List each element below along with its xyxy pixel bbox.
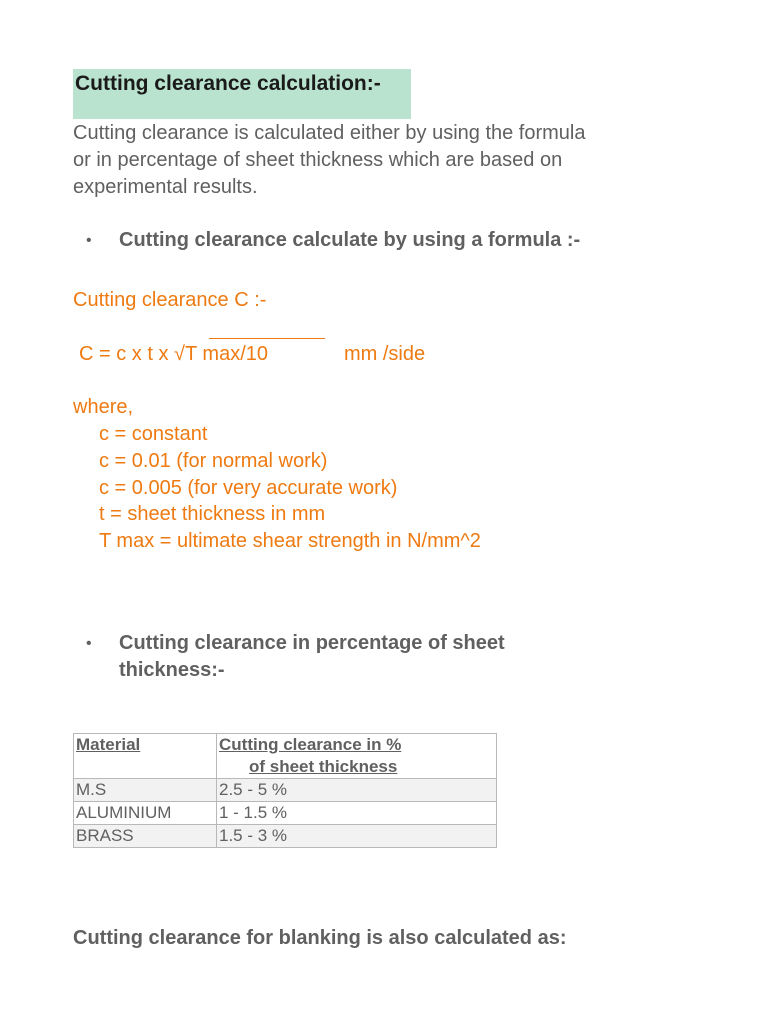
footer-text: Cutting clearance for blanking is also calculated as: [73,927,567,949]
formula-unit: mm /side [344,343,426,365]
table-header-row [74,734,497,779]
header-material: Material [74,734,217,779]
bullet-text-line: thickness:- [119,659,225,681]
clearance-table [73,733,497,848]
header-clearance [217,734,497,779]
section-heading: Cutting clearance calculation:- [73,69,411,119]
cell-clearance: 1 - 1.5 % [217,802,497,825]
formula-label: Cutting clearance C :- [73,289,267,311]
cell-material: M.S [74,779,217,802]
header-clearance-line: of sheet thickness [249,757,398,776]
table-row [74,802,497,825]
intro-paragraph [73,120,713,201]
table-row [74,825,497,848]
bullet-text-line: Cutting clearance in percentage of sheet [119,632,505,654]
bullet-text: Cutting clearance calculate by using a formula :- [119,229,581,251]
table-row [74,779,497,802]
bullet-text [119,630,639,684]
formula-equation: C = c x t x √T max/10 [79,343,268,365]
definition-line: t = sheet thickness in mm [99,503,326,525]
bullet-icon: • [86,635,92,652]
cell-clearance: 1.5 - 3 % [217,825,497,848]
definition-line: c = constant [99,423,208,445]
cell-clearance: 2.5 - 5 % [217,779,497,802]
definition-line: T max = ultimate shear strength in N/mm^2 [99,530,481,552]
intro-line: or in percentage of sheet thickness which are based on [73,149,563,171]
header-clearance-line: Cutting clearance in % [219,735,402,754]
cell-material: ALUMINIUM [74,802,217,825]
definition-line: c = 0.01 (for normal work) [99,450,328,472]
square-root-overline [209,338,325,339]
intro-line: Cutting clearance is calculated either by using the formula [73,122,586,144]
cell-material: BRASS [74,825,217,848]
intro-line: experimental results. [73,176,258,198]
definition-line: c = 0.005 (for very accurate work) [99,477,398,499]
where-label: where, [73,396,134,418]
bullet-icon: • [86,232,92,249]
